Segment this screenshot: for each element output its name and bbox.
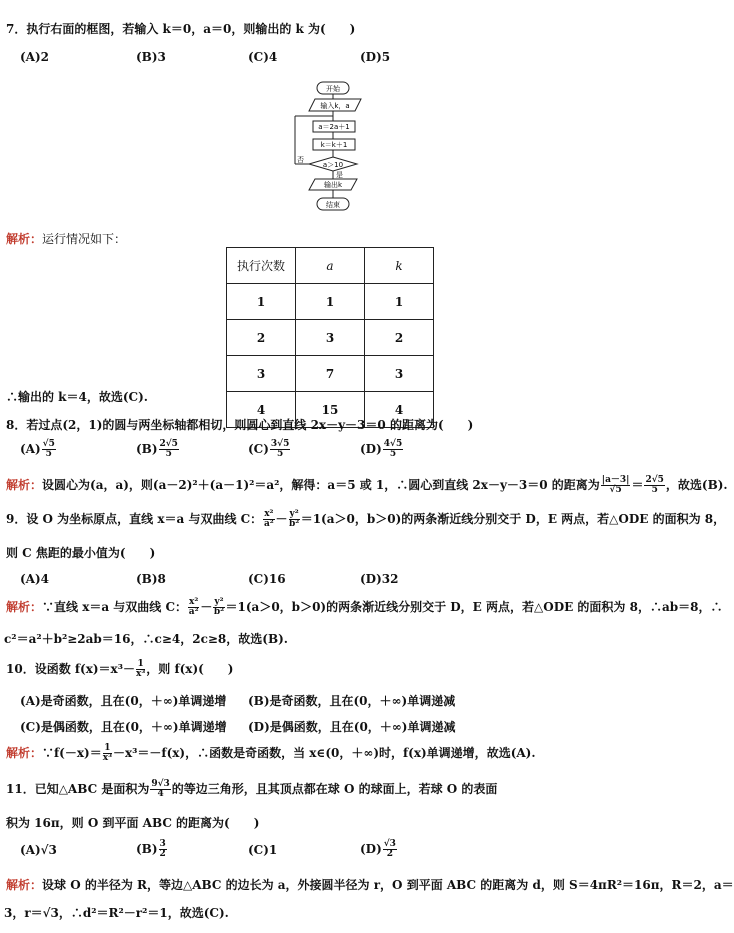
q7-conclusion: ∴输出的 k＝4，故选(C). — [6, 390, 148, 404]
q7-option-a: (A)2 — [20, 50, 50, 64]
solution-label: 解析： — [6, 878, 43, 892]
flow-cond-text: a＞10 — [322, 161, 344, 169]
table-header: k — [365, 248, 434, 284]
flow-output-text: 输出k — [323, 181, 343, 189]
q10-option-b: (B)是奇函数，且在(0，＋∞)单调递减 — [248, 694, 456, 708]
q11-solution: 解析：设球 O 的半径为 R，等边△ABC 的边长为 a，外接圆半径为 r，O 到平面 ABC 的距离为 d，则 S＝4πR²＝16π，R＝2，a＝ — [6, 878, 734, 892]
solution-label: 解析： — [6, 232, 43, 246]
flow-end-text: 结束 — [326, 201, 340, 209]
q9-solution: 解析：∵直线 x＝a 与双曲线 C： $\frac{\text{x²}}{\text{a²}}$ － $\frac{\text{y²}}{\text{b²}}$ ＝1(a＞0，b＞0)的两条渐近线分别交于 D，E 两点，若△ODE 的面积为 8，∴ab＝8，∴ — [6, 597, 723, 617]
table-cell: 3 — [296, 320, 365, 356]
q8-option-c: (C) $\frac{3√5}{5}$ — [248, 439, 290, 459]
table-cell: 4 — [227, 392, 296, 428]
flow-no-text: 否 — [297, 156, 304, 164]
q9-solution-line2: c²＝a²＋b²≥2ab＝16，∴c≥4，2c≥8，故选(B). — [4, 632, 288, 646]
q10-option-d: (D)是偶函数，且在(0，＋∞)单调递减 — [248, 720, 456, 734]
table-cell: 1 — [365, 284, 434, 320]
q11-stem: 11．已知△ABC 是面积为 $\frac{9√3}{4}$ 的等边三角形，且其顶点都在球 O 的球面上，若球 O 的表面 — [6, 779, 498, 799]
flow-step2-text: k＝k＋1 — [320, 141, 348, 149]
flow-yes-text: 是 — [336, 171, 343, 179]
table-row — [227, 356, 434, 392]
q9-option-c: (C)16 — [248, 572, 286, 586]
flow-input-text: 输入k，a — [320, 102, 350, 110]
q9-stem-line2: 则 C 焦距的最小值为( ) — [6, 546, 156, 560]
q10-stem: 10．设函数 f(x)＝x³－ $\frac{1}{\text{x³}}$ ，则 f(x)( ) — [6, 659, 234, 679]
table-row — [227, 284, 434, 320]
table-cell: 7 — [296, 356, 365, 392]
q8-option-b: (B) $\frac{2√5}{5}$ — [136, 439, 178, 459]
table-cell: 3 — [227, 356, 296, 392]
solution-label: 解析： — [6, 478, 43, 492]
table-cell: 4 — [365, 392, 434, 428]
q10-option-c: (C)是偶函数，且在(0，＋∞)单调递增 — [20, 720, 227, 734]
table-row — [227, 320, 434, 356]
q7-flowchart — [285, 78, 380, 216]
q7-option-c: (C)4 — [248, 50, 278, 64]
table-header: a — [296, 248, 365, 284]
q8-solution: 解析：设圆心为(a，a)，则(a－2)²＋(a－1)²＝a²，解得：a＝5 或 1，∴圆心到直线 2x－y－3＝0 的距离为 $\frac{|a-3|}{√5}$ ＝ $\frac{2√5}{5}$ ，故选(B). — [6, 475, 728, 495]
run-table — [226, 247, 434, 428]
q7-solution — [6, 230, 126, 247]
table-cell: 1 — [227, 284, 296, 320]
flow-start-text: 开始 — [326, 85, 340, 93]
q10-option-a: (A)是奇函数，且在(0，＋∞)单调递增 — [20, 694, 227, 708]
q10-solution: 解析：∵f(－x)＝ $\frac{1}{\text{x³}}$ －x³＝－f(x)，∴函数是奇函数，当 x∈(0，＋∞)时，f(x)单调递增，故选(A). — [6, 743, 536, 763]
q7-stem: 7．执行右面的框图，若输入 k＝0，a＝0，则输出的 k 为( ) — [6, 22, 356, 36]
table-cell: 2 — [365, 320, 434, 356]
q9-stem: 9．设 O 为坐标原点，直线 x＝a 与双曲线 C： $\frac{\text{x²}}{\text{a²}}$ － $\frac{\text{y²}}{\text{b²}}$ ＝1(a＞0，b＞0)的两条渐近线分别交于 D，E 两点，若△ODE 的面积为 8， — [6, 509, 726, 529]
q11-option-d: (D) $\frac{√3}{2}$ — [360, 839, 396, 859]
q11-option-c: (C)1 — [248, 843, 278, 857]
q7-option-b: (B)3 — [136, 50, 166, 64]
q9-option-d: (D)32 — [360, 572, 399, 586]
q11-stem-line2: 积为 16π，则 O 到平面 ABC 的距离为( ) — [6, 816, 260, 830]
solution-label: 解析： — [6, 600, 43, 614]
table-cell: 2 — [227, 320, 296, 356]
q7-option-d: (D)5 — [360, 50, 391, 64]
q9-option-a: (A)4 — [20, 572, 50, 586]
flow-step1-text: a＝2a＋1 — [318, 123, 350, 131]
q11-solution-line2: 3，r＝√3，∴d²＝R²－r²＝1，故选(C). — [4, 906, 229, 920]
table-cell: 1 — [296, 284, 365, 320]
q8-option-a: (A) $\frac{√5}{5}$ — [20, 439, 55, 459]
table-cell: 3 — [365, 356, 434, 392]
q11-option-b: (B) $\frac{3}{2}$ — [136, 839, 166, 859]
q8-stem: 8．若过点(2，1)的圆与两坐标轴都相切，则圆心到直线 2x－y－3＝0 的距离为( ) — [6, 418, 474, 432]
q9-option-b: (B)8 — [136, 572, 166, 586]
table-cell: 15 — [296, 392, 365, 428]
table-header: 执行次数 — [227, 248, 296, 284]
solution-text: 运行情况如下： — [42, 232, 127, 246]
q8-option-d: (D) $\frac{4√5}{5}$ — [360, 439, 403, 459]
solution-label: 解析： — [6, 746, 43, 760]
q11-option-a: (A)√3 — [20, 843, 57, 857]
